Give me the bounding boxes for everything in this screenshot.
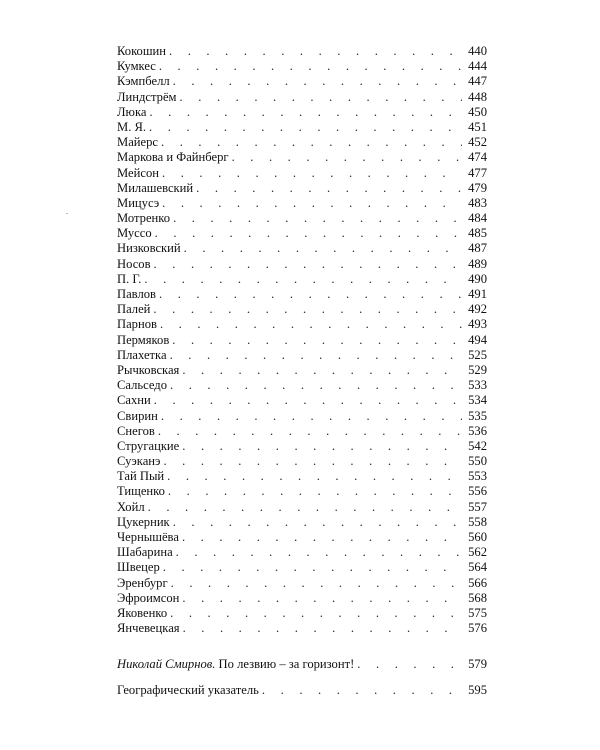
index-entry-name: Цукерник xyxy=(117,514,170,529)
leader-dots xyxy=(182,439,462,454)
index-entry-page-number: 448 xyxy=(468,89,487,104)
index-entry xyxy=(117,484,487,499)
leader-dots xyxy=(162,166,462,181)
index-entry xyxy=(117,211,487,226)
leader-dots xyxy=(153,302,462,317)
geo-index-page-number: 595 xyxy=(468,683,487,697)
essay-entry xyxy=(117,657,487,672)
index-entry-name: Милашевский xyxy=(117,180,194,195)
index-entry xyxy=(117,393,487,408)
index-entry xyxy=(117,576,487,591)
index-entry-page-number: 474 xyxy=(468,150,487,165)
leader-dots xyxy=(148,500,462,515)
index-entry-name: Стругацкие xyxy=(117,438,180,453)
index-entry-page-number: 485 xyxy=(468,226,487,241)
index-entry-name: Яковенко xyxy=(117,605,168,620)
index-entry xyxy=(117,348,487,363)
index-entry xyxy=(117,257,487,272)
index-entry-name: Снегов xyxy=(117,423,155,438)
margin-mark xyxy=(66,213,68,214)
index-entry-name: Люка xyxy=(117,104,147,119)
leader-dots xyxy=(182,591,462,606)
index-entry-name: Эфроимсон xyxy=(117,590,180,605)
index-entry-name: Носов xyxy=(117,256,151,271)
index-entry-name: Линдстрём xyxy=(117,89,177,104)
index-entry-page-number: 484 xyxy=(468,211,487,226)
index-entry-name: Кокошин xyxy=(117,44,167,58)
index-entry xyxy=(117,515,487,530)
leader-dots xyxy=(155,226,462,241)
index-entry-name: Плахетка xyxy=(117,347,167,362)
index-entry-name: Мейсон xyxy=(117,165,159,180)
index-entry-name: Швецер xyxy=(117,560,160,575)
leader-dots xyxy=(171,576,462,591)
leader-dots xyxy=(167,469,462,484)
index-entry-page-number: 479 xyxy=(468,180,487,195)
leader-dots xyxy=(161,135,462,150)
index-entry-name: Муссо xyxy=(117,226,152,241)
index-entry xyxy=(117,621,487,636)
index-entry-page-number: 542 xyxy=(468,438,487,453)
index-entry-name: Эренбург xyxy=(117,575,168,590)
index-entry-name: Шабарина xyxy=(117,545,173,560)
index-entry-page-number: 525 xyxy=(468,347,487,362)
leader-dots xyxy=(232,150,462,165)
index-entry-page-number: 556 xyxy=(468,484,487,499)
index-entry-page-number: 534 xyxy=(468,393,487,408)
index-entry xyxy=(117,226,487,241)
index-entry-name: Парнов xyxy=(117,317,157,332)
index-entry-page-number: 536 xyxy=(468,423,487,438)
index-entry xyxy=(117,105,487,120)
leader-dots xyxy=(170,606,462,621)
leader-dots xyxy=(173,211,462,226)
index-entry xyxy=(117,591,487,606)
leader-dots xyxy=(176,545,462,560)
index-entry xyxy=(117,500,487,515)
index-entry xyxy=(117,378,487,393)
leader-dots xyxy=(159,287,462,302)
index-entry-page-number: 560 xyxy=(468,530,487,544)
index-entry-page-number: 566 xyxy=(468,575,487,590)
index-entry xyxy=(117,59,487,74)
leader-dots xyxy=(162,196,462,211)
index-entry-page-number: 440 xyxy=(468,44,487,58)
essay-title: По лезвию – за горизонт! xyxy=(218,657,355,671)
leader-dots xyxy=(173,74,462,89)
leader-dots xyxy=(183,621,462,636)
index-entry xyxy=(117,606,487,621)
index-entry xyxy=(117,150,487,165)
index-entry-page-number: 447 xyxy=(468,74,487,89)
index-entry-page-number: 492 xyxy=(468,302,487,317)
index-entry-name: Палей xyxy=(117,302,151,317)
geo-index-label: Географический указатель xyxy=(117,683,259,697)
index-entry xyxy=(117,469,487,484)
leader-dots xyxy=(163,560,462,575)
index-entry-name: Свирин xyxy=(117,408,158,423)
leader-dots xyxy=(196,181,462,196)
author-index-list xyxy=(117,44,487,636)
index-entry xyxy=(117,44,487,59)
geo-index-entry xyxy=(117,683,487,698)
leader-dots xyxy=(182,363,462,378)
index-entry xyxy=(117,74,487,89)
leader-dots xyxy=(159,59,462,74)
index-entry xyxy=(117,545,487,560)
index-entry-page-number: 553 xyxy=(468,469,487,484)
leader-dots xyxy=(170,348,462,363)
leader-dots xyxy=(161,409,462,424)
index-entry-name: Мицусэ xyxy=(117,195,160,210)
index-entry-page-number: 568 xyxy=(468,590,487,605)
index-entry xyxy=(117,409,487,424)
index-entry-name: Сахни xyxy=(117,393,151,408)
index-entry xyxy=(117,424,487,439)
index-entry-name: Рычковская xyxy=(117,362,180,377)
leader-dots xyxy=(180,90,462,105)
index-entry-page-number: 550 xyxy=(468,454,487,469)
index-entry xyxy=(117,272,487,287)
leader-dots xyxy=(172,333,462,348)
leader-dots xyxy=(160,317,462,332)
index-entry-name: Тищенко xyxy=(117,484,165,499)
index-entry xyxy=(117,135,487,150)
leader-dots xyxy=(158,424,462,439)
leader-dots xyxy=(184,241,462,256)
index-entry-page-number: 533 xyxy=(468,378,487,393)
leader-dots xyxy=(173,515,462,530)
index-entry xyxy=(117,302,487,317)
index-entry-name: П. Г. xyxy=(117,271,142,286)
index-entry-page-number: 490 xyxy=(468,271,487,286)
index-entry-name: Тай Пый xyxy=(117,469,165,484)
index-entry-name: Кумкес xyxy=(117,59,156,74)
index-entry-page-number: 557 xyxy=(468,499,487,514)
index-entry xyxy=(117,287,487,302)
index-entry-name: Сальседо xyxy=(117,378,167,393)
index-entry-name: Янчевецкая xyxy=(117,621,180,636)
index-entry-page-number: 576 xyxy=(468,621,487,636)
leader-dots xyxy=(262,683,462,698)
index-entry-name: Чернышёва xyxy=(117,530,179,544)
index-entry-page-number: 493 xyxy=(468,317,487,332)
index-entry xyxy=(117,196,487,211)
index-entry xyxy=(117,560,487,575)
index-entry xyxy=(117,530,487,545)
leader-dots xyxy=(169,44,462,59)
index-entry-name: М. Я. xyxy=(117,119,147,134)
index-entry xyxy=(117,439,487,454)
leader-dots xyxy=(170,378,462,393)
index-entry-page-number: 483 xyxy=(468,195,487,210)
index-entry-name: Суэканэ xyxy=(117,454,161,469)
index-entry-page-number: 451 xyxy=(468,119,487,134)
leader-dots xyxy=(168,484,462,499)
index-entry xyxy=(117,166,487,181)
index-entry-name: Павлов xyxy=(117,287,156,301)
index-entry xyxy=(117,333,487,348)
index-entry xyxy=(117,363,487,378)
index-entry xyxy=(117,454,487,469)
leader-dots xyxy=(154,257,462,272)
index-entry xyxy=(117,317,487,332)
leader-dots xyxy=(144,272,462,287)
index-entry-name: Мотренко xyxy=(117,211,171,226)
index-entry-name: Хойл xyxy=(117,499,145,514)
index-entry-page-number: 535 xyxy=(468,408,487,423)
leader-dots xyxy=(357,657,462,672)
index-entry-page-number: 562 xyxy=(468,545,487,560)
index-entry-page-number: 450 xyxy=(468,104,487,119)
index-entry-page-number: 529 xyxy=(468,362,487,377)
index-entry-page-number: 452 xyxy=(468,135,487,150)
leader-dots xyxy=(149,120,462,135)
index-entry-page-number: 444 xyxy=(468,59,487,74)
index-entry-name: Майерс xyxy=(117,135,159,150)
leader-dots xyxy=(154,393,462,408)
index-entry-page-number: 487 xyxy=(468,241,487,256)
index-entry xyxy=(117,90,487,105)
index-entry-name: Маркова и Файнберг xyxy=(117,150,229,165)
index-entry-name: Низковский xyxy=(117,241,181,256)
index-entry-page-number: 494 xyxy=(468,332,487,347)
index-entry-page-number: 564 xyxy=(468,560,487,575)
essay-author: Николай Смирнов. xyxy=(117,657,216,671)
leader-dots xyxy=(182,530,462,545)
index-entry xyxy=(117,241,487,256)
leader-dots xyxy=(163,454,462,469)
index-entry-page-number: 575 xyxy=(468,605,487,620)
index-entry-page-number: 558 xyxy=(468,514,487,529)
index-entry-page-number: 477 xyxy=(468,165,487,180)
leader-dots xyxy=(149,105,462,120)
index-entry xyxy=(117,120,487,135)
index-entry xyxy=(117,181,487,196)
index-entry-name: Пермяков xyxy=(117,332,170,347)
index-entry-page-number: 489 xyxy=(468,256,487,271)
essay-page-number: 579 xyxy=(468,657,487,671)
index-entry-page-number: 491 xyxy=(468,287,487,301)
index-entry-name: Кэмпбелл xyxy=(117,74,170,89)
